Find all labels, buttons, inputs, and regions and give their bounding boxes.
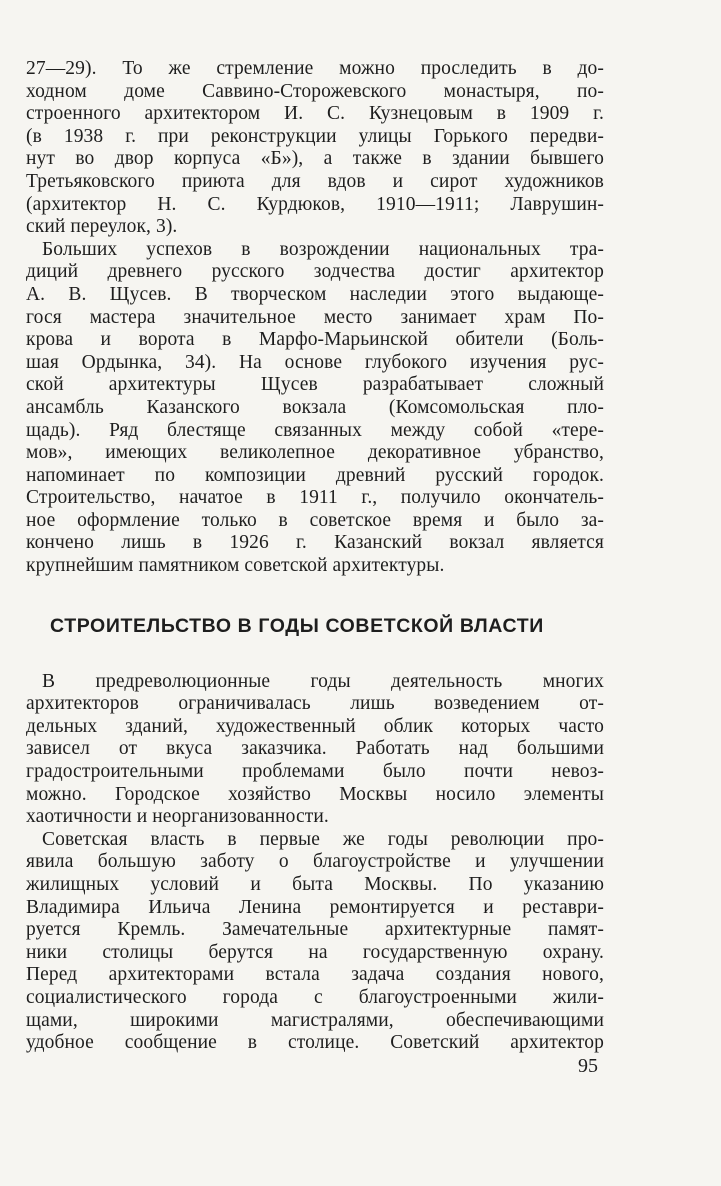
text-line: ский переулок, 3).	[26, 216, 178, 238]
text-line: (архитектор Н. С. Курдюков, 1910—1911; Лаврушин-	[26, 193, 604, 215]
text-line: Советская власть в первые же годы революции про-	[42, 828, 604, 850]
text-line: напоминает по композиции древний русский городок.	[26, 464, 604, 486]
text-line: нут во двор корпуса «Б»), а также в здании бывшего	[26, 148, 604, 170]
text-line: В предреволюционные годы деятельность многих	[42, 670, 604, 692]
text-line: А. В. Щусев. В творческом наследии этого выдающе-	[26, 283, 604, 305]
paragraph	[26, 829, 604, 1055]
text-line: гося мастера значительное место занимает храм По-	[26, 306, 604, 328]
section-before-heading	[26, 58, 604, 578]
text-line: ской архитектуры Щусев разрабатывает сложный	[26, 374, 604, 396]
text-line: руется Кремль. Замечательные архитектурные памят-	[26, 919, 604, 941]
text-line: крупнейшим памятником советской архитектуры.	[26, 555, 445, 577]
text-line: удобное сообщение в столице. Советский архитектор	[26, 1032, 604, 1054]
text-line: дельных зданий, художественный облик которых часто	[26, 715, 604, 737]
paragraph	[26, 58, 604, 239]
text-line: шая Ордынка, 34). На основе глубокого изучения рус-	[26, 351, 604, 373]
section-heading: СТРОИТЕЛЬСТВО В ГОДЫ СОВЕТСКОЙ ВЛАСТИ	[50, 614, 544, 637]
text-line: строенного архитектором И. С. Кузнецовым в 1909 г.	[26, 103, 604, 125]
text-line: Больших успехов в возрождении национальных тра-	[42, 238, 604, 260]
paragraph	[26, 671, 604, 829]
text-line: явила большую заботу о благоустройстве и улучшении	[26, 851, 604, 873]
text-line: Владимира Ильича Ленина ремонтируется и реставри-	[26, 896, 604, 918]
text-line: можно. Городское хозяйство Москвы носило элементы	[26, 783, 604, 805]
text-line: архитекторов ограничивалась лишь возведением от-	[26, 693, 604, 715]
book-page	[26, 58, 604, 1055]
text-line: ходном доме Саввино-Сторожевского монастыря, по-	[26, 80, 604, 102]
text-line: 27—29). То же стремление можно проследить в до-	[26, 58, 604, 79]
text-line: щами, широкими магистралями, обеспечивающими	[26, 1009, 604, 1031]
text-line: крова и ворота в Марфо-Марьинской обители (Боль-	[26, 329, 604, 351]
section-after-heading	[26, 671, 604, 1055]
text-line: щадь). Ряд блестяще связанных между собой «тере-	[26, 419, 604, 441]
text-line: ное оформление только в советское время и было за-	[26, 509, 604, 531]
page-number: 95	[578, 1055, 598, 1077]
paragraph	[26, 239, 604, 578]
text-line: ансамбль Казанского вокзала (Комсомольская пло-	[26, 396, 604, 418]
text-line: Строительство, начатое в 1911 г., получило окончатель-	[26, 487, 604, 509]
text-line: кончено лишь в 1926 г. Казанский вокзал является	[26, 532, 604, 554]
text-line: хаотичности и неорганизованности.	[26, 806, 329, 828]
text-line: мов», имеющих великолепное декоративное убранство,	[26, 442, 604, 464]
text-line: градостроительными проблемами было почти невоз-	[26, 761, 604, 783]
text-line: Перед архитекторами встала задача создания нового,	[26, 964, 604, 986]
text-line: зависел от вкуса заказчика. Работать над большими	[26, 738, 604, 760]
text-line: ники столицы берутся на государственную охрану.	[26, 941, 604, 963]
text-line: (в 1938 г. при реконструкции улицы Горького передви-	[26, 125, 604, 147]
text-line: Третьяковского приюта для вдов и сирот художников	[26, 170, 604, 192]
text-line: жилищных условий и быта Москвы. По указанию	[26, 874, 604, 895]
text-line: диций древнего русского зодчества достиг архитектор	[26, 261, 604, 283]
text-line: социалистического города с благоустроенными жили-	[26, 986, 604, 1008]
